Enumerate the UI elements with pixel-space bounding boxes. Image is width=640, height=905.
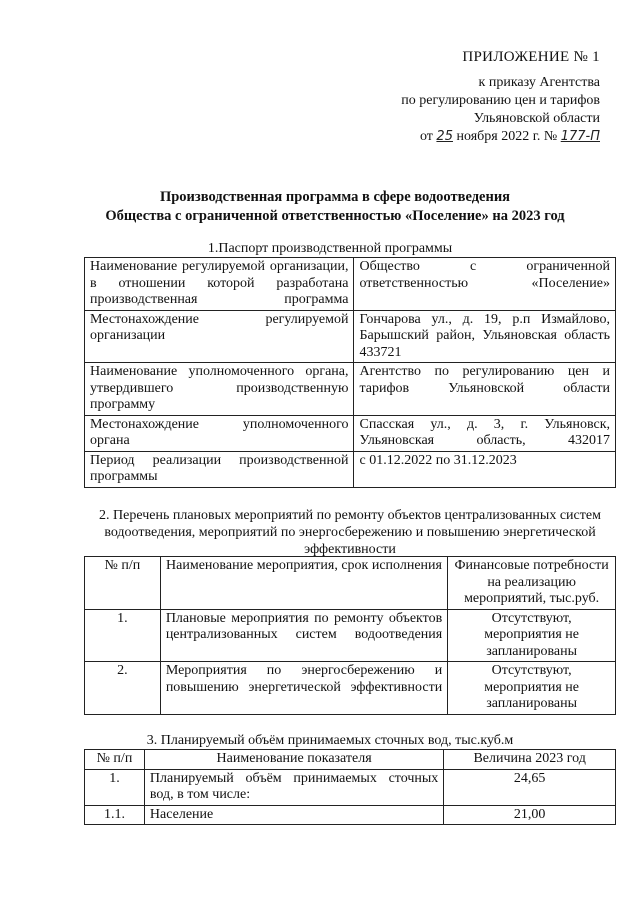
- table-header-row: [85, 750, 616, 770]
- appendix-line-3: Ульяновской области: [473, 111, 600, 126]
- table-row: [85, 609, 616, 662]
- section1-heading: 1.Паспорт производственной программы: [207, 241, 453, 256]
- appendix-line-1: к приказу Агентства: [478, 75, 600, 90]
- title-line-2: Общества с ограниченной ответственностью «Поселение» на 2023 год: [105, 208, 565, 224]
- table-row: [85, 805, 616, 825]
- appendix-date-line: [368, 128, 600, 146]
- section2-heading: 2. Перечень плановых мероприятий по ремонту объектов централизованных систем водоотведения, мероприятий по энергосбережению и повышению энергетической эффективности: [99, 508, 601, 557]
- table-row: [85, 451, 616, 487]
- passport-value: Спасская ул., д. 3, г. Ульяновск, Ульяновская область, 432017: [354, 415, 616, 451]
- row-num: 1.: [85, 769, 145, 805]
- header-value: Величина 2023 год: [444, 750, 616, 770]
- document-title: [40, 188, 630, 226]
- passport-value: Гончарова ул., д. 19, р.п Измайлово, Барышский район, Ульяновская область 433721: [354, 310, 616, 363]
- passport-value: с 01.12.2022 по 31.12.2023: [354, 451, 616, 487]
- row-name: Плановые мероприятия по ремонту объектов централизованных систем водоотведения: [160, 609, 447, 662]
- table-row: [85, 310, 616, 363]
- passport-label: Наименование регулируемой организации, в отношении которой разработана производственная программа: [85, 258, 354, 311]
- header-num: № п/п: [85, 557, 161, 610]
- appendix-heading: ПРИЛОЖЕНИЕ № 1: [462, 49, 600, 65]
- row-name: Население: [144, 805, 443, 825]
- date-prefix: от: [419, 129, 433, 144]
- passport-table: [84, 257, 616, 488]
- passport-label: Наименование уполномоченного органа, утвердившего производственную программу: [85, 363, 354, 416]
- table-header-row: [85, 557, 616, 610]
- row-name: Мероприятия по энергосбережению и повышению энергетической эффективности: [160, 662, 447, 715]
- header-finance: Финансовые потребности на реализацию мероприятий, тыс.руб.: [448, 557, 616, 610]
- appendix-block: [368, 48, 600, 146]
- passport-label: Период реализации производственной программы: [85, 451, 354, 487]
- header-num: № п/п: [85, 750, 145, 770]
- row-num: 2.: [85, 662, 161, 715]
- passport-label: Местонахождение уполномоченного органа: [85, 415, 354, 451]
- table-row: [85, 363, 616, 416]
- passport-value: Агентство по регулированию цен и тарифов Ульяновской области: [354, 363, 616, 416]
- row-value: 21,00: [444, 805, 616, 825]
- section3-heading: 3. Планируемый объём принимаемых сточных вод, тыс.куб.м: [146, 733, 514, 748]
- passport-label: Местонахождение регулируемой организации: [85, 310, 354, 363]
- measures-table: [84, 556, 616, 715]
- volume-table: [84, 749, 616, 825]
- table-row: [85, 769, 616, 805]
- order-number-handwritten: 177-П: [560, 129, 600, 144]
- date-day-handwritten: 25: [436, 129, 453, 144]
- title-line-1: Производственная программа в сфере водоотведения: [159, 189, 511, 205]
- header-name: Наименование мероприятия, срок исполнения: [160, 557, 447, 610]
- table-row: [85, 415, 616, 451]
- table-row: [85, 662, 616, 715]
- row-num: 1.1.: [85, 805, 145, 825]
- appendix-line-2: по регулированию цен и тарифов: [401, 93, 600, 108]
- date-rest: ноября 2022 г. №: [456, 129, 558, 144]
- row-finance: Отсутствуют, мероприятия не запланированы: [448, 609, 616, 662]
- row-finance: Отсутствуют, мероприятия не запланированы: [448, 662, 616, 715]
- row-value: 24,65: [444, 769, 616, 805]
- row-name: Планируемый объём принимаемых сточных вод, в том числе:: [144, 769, 443, 805]
- header-name: Наименование показателя: [144, 750, 443, 770]
- passport-value: Общество с ограниченной ответственностью «Поселение»: [354, 258, 616, 311]
- table-row: [85, 258, 616, 311]
- row-num: 1.: [85, 609, 161, 662]
